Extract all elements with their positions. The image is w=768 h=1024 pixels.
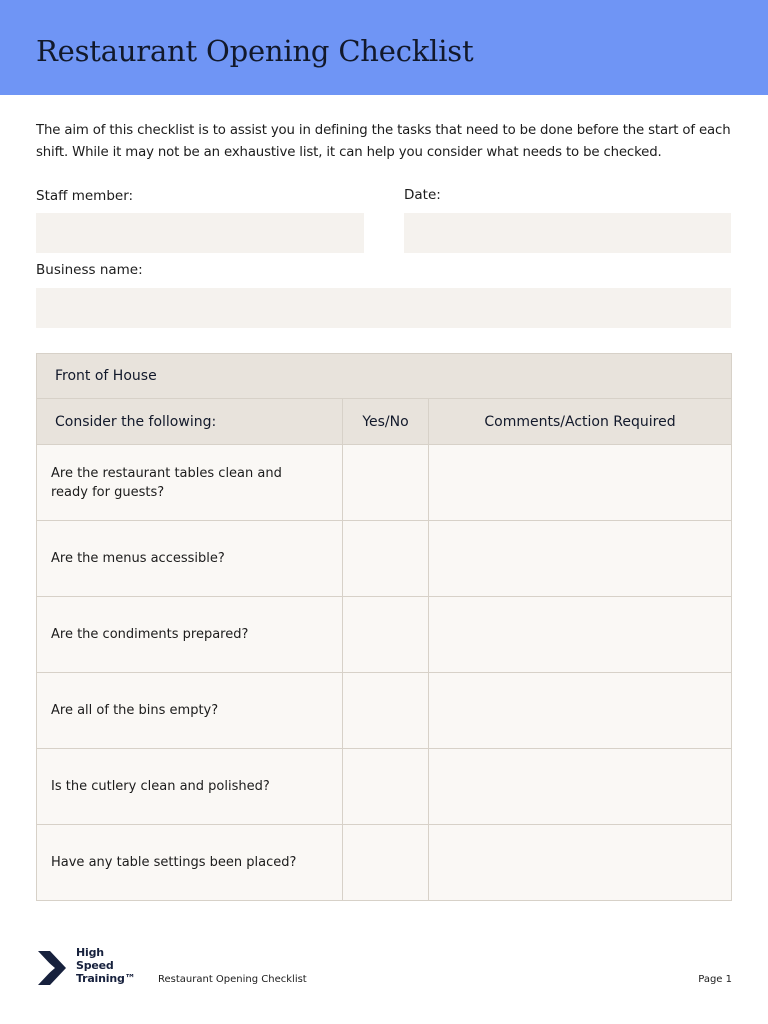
section-header-row <box>37 354 732 399</box>
yes-no-cell[interactable] <box>343 521 429 597</box>
yes-no-input[interactable] <box>343 674 428 748</box>
yes-no-input[interactable] <box>343 446 428 520</box>
logo-line-high: High <box>76 946 104 959</box>
table-row <box>37 521 732 597</box>
page-number: Page 1 <box>698 974 732 985</box>
comments-input[interactable] <box>429 674 731 748</box>
question-cell: Are all of the bins empty? <box>37 673 343 749</box>
column-header-consider: Consider the following: <box>37 399 343 445</box>
staff-member-label: Staff member: <box>36 188 134 204</box>
table-row <box>37 597 732 673</box>
comments-input[interactable] <box>429 826 731 900</box>
question-cell: Are the restaurant tables clean and ready for guests? <box>37 445 343 521</box>
comments-input[interactable] <box>429 446 731 520</box>
comments-cell[interactable] <box>429 749 732 825</box>
table-row <box>37 825 732 901</box>
page-title: Restaurant Opening Checklist <box>36 34 474 68</box>
comments-input[interactable] <box>429 598 731 672</box>
high-speed-training-chevron-logo-icon <box>36 947 76 989</box>
comments-input[interactable] <box>429 522 731 596</box>
business-name-input[interactable] <box>36 288 731 328</box>
intro-paragraph: The aim of this checklist is to assist you in defining the tasks that need to be done before the start of each shift. While it may not be an exhaustive list, it can help you consider what needs to be checked. <box>36 123 731 160</box>
section-title: Front of House <box>37 354 732 399</box>
table-row <box>37 445 732 521</box>
column-header-row <box>37 399 732 445</box>
logo-wordmark <box>76 946 135 985</box>
question-cell: Have any table settings been placed? <box>37 825 343 901</box>
logo-line-speed: Speed <box>76 959 114 972</box>
front-of-house-table <box>36 353 732 901</box>
yes-no-cell[interactable] <box>343 445 429 521</box>
footer <box>0 940 768 1000</box>
footer-document-title: Restaurant Opening Checklist <box>158 974 307 985</box>
table-row <box>37 749 732 825</box>
question-cell: Is the cutlery clean and polished? <box>37 749 343 825</box>
staff-member-input[interactable] <box>36 213 364 253</box>
question-cell: Are the condiments prepared? <box>37 597 343 673</box>
date-input[interactable] <box>404 213 731 253</box>
comments-cell[interactable] <box>429 673 732 749</box>
comments-cell[interactable] <box>429 597 732 673</box>
yes-no-input[interactable] <box>343 826 428 900</box>
yes-no-input[interactable] <box>343 750 428 824</box>
comments-input[interactable] <box>429 750 731 824</box>
yes-no-cell[interactable] <box>343 749 429 825</box>
yes-no-cell[interactable] <box>343 597 429 673</box>
yes-no-input[interactable] <box>343 522 428 596</box>
column-header-comments: Comments/Action Required <box>429 399 732 445</box>
yes-no-input[interactable] <box>343 598 428 672</box>
logo-line-training: Training™ <box>76 972 136 985</box>
yes-no-cell[interactable] <box>343 673 429 749</box>
column-header-yes-no: Yes/No <box>343 399 429 445</box>
business-name-label: Business name: <box>36 262 143 278</box>
yes-no-cell[interactable] <box>343 825 429 901</box>
comments-cell[interactable] <box>429 825 732 901</box>
comments-cell[interactable] <box>429 445 732 521</box>
question-cell: Are the menus accessible? <box>37 521 343 597</box>
date-label: Date: <box>404 187 441 203</box>
comments-cell[interactable] <box>429 521 732 597</box>
table-row <box>37 673 732 749</box>
